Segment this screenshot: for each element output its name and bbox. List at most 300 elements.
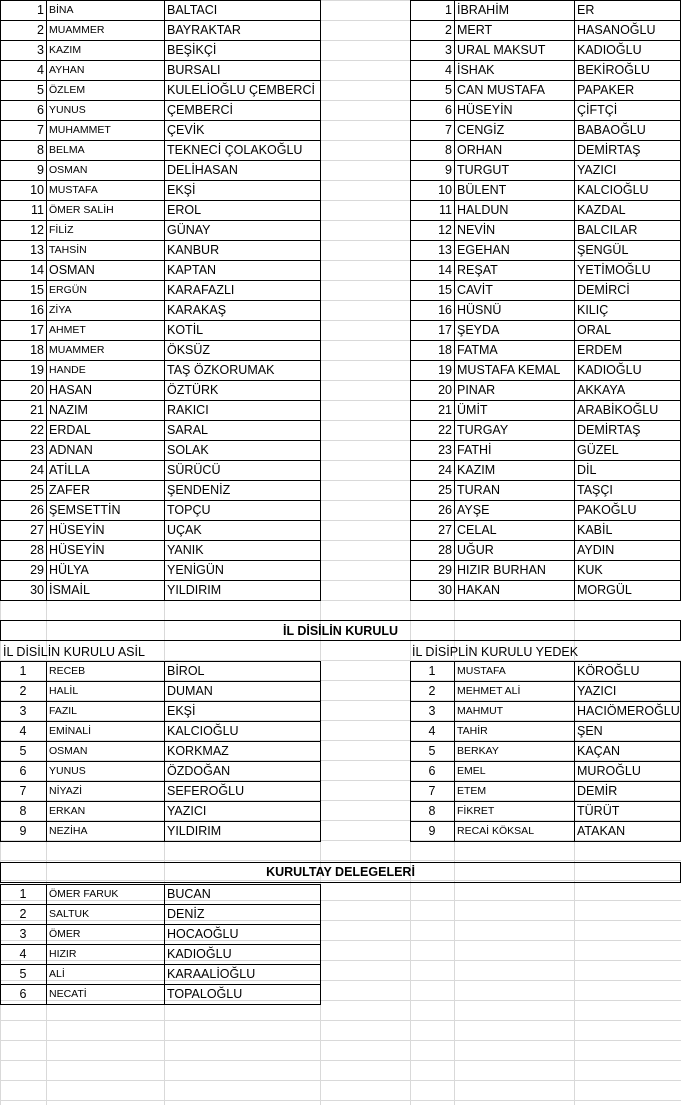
gridline-h [0,1080,681,1081]
last-name: ORAL [577,323,612,337]
first-name: ÖMER FARUK [49,888,119,900]
gridline-h [0,1100,681,1101]
last-name: AYDIN [577,543,615,557]
disiplin-yedek-row [0,801,681,821]
first-name: FAZIL [49,705,78,717]
row-number: 13 [438,243,452,257]
first-name: NEZİHA [49,825,88,837]
first-name: NİYAZİ [49,785,83,797]
kurultay-row [0,964,681,984]
first-name: OSMAN [49,164,88,176]
disiplin-yedek-row [0,821,681,841]
first-name: MUAMMER [49,24,105,36]
last-name: KALCIOĞLU [577,183,649,197]
member-row-right [0,60,681,80]
gridline-h [0,1020,681,1021]
member-row-right [0,80,681,100]
first-name: MUHAMMET [49,124,111,136]
last-name: BEŞİKÇİ [167,43,217,57]
first-name: ÖMER [49,928,81,940]
last-name: TOPÇU [167,503,211,517]
row-number: 8 [428,804,436,818]
last-name: KALCIOĞLU [167,724,239,738]
first-name: OSMAN [49,745,88,757]
disiplin-yedek-row [0,781,681,801]
first-name: HÜSEYİN [49,543,105,557]
last-name: TOPALOĞLU [167,987,243,1001]
row-number: 6 [19,987,27,1001]
last-name: KARAALİOĞLU [167,967,256,981]
last-name: KAZDAL [577,203,626,217]
first-name: ZAFER [49,483,90,497]
first-name: NAZIM [49,403,88,417]
first-name: BİNA [49,4,74,16]
first-name: HÜSEYİN [457,103,513,117]
last-name: KOTİL [167,323,204,337]
row-number: 6 [445,103,452,117]
last-name: ŞEN [577,724,603,738]
member-row-right [0,480,681,500]
first-name: HIZIR BURHAN [457,563,546,577]
row-number: 1 [445,3,452,17]
member-row-right [0,260,681,280]
member-row-right [0,420,681,440]
row-number: 15 [30,283,44,297]
row-number: 2 [19,684,27,698]
row-number: 6 [37,103,44,117]
row-number: 12 [30,223,44,237]
last-name: KADIOĞLU [577,363,642,377]
last-name: KULELİOĞLU ÇEMBERCİ [167,83,315,97]
row-number: 5 [37,83,44,97]
row-number: 1 [19,887,27,901]
member-row-right [0,180,681,200]
last-name: KÖROĞLU [577,664,640,678]
member-row-right [0,400,681,420]
last-name: YENİGÜN [167,563,224,577]
last-name: YAZICI [577,163,617,177]
member-row-right [0,320,681,340]
row-number: 4 [19,724,27,738]
member-row-right [0,380,681,400]
row-number: 17 [438,323,452,337]
first-name: TURAN [457,483,501,497]
last-name: DEMİRTAŞ [577,423,641,437]
member-row-right [0,560,681,580]
first-name: ÖMER SALİH [49,204,114,216]
row-number: 25 [438,483,452,497]
kurultay-row [0,944,681,964]
row-number: 4 [37,63,44,77]
first-name: CAN MUSTAFA [457,83,545,97]
last-name: YAZICI [167,804,207,818]
row-number: 3 [19,927,27,941]
disiplin-yedek-label: İL DİSİPLİN KURULU YEDEK [412,645,579,659]
row-number: 18 [30,343,44,357]
row-number: 7 [19,784,27,798]
row-number: 16 [438,303,452,317]
member-row-right [0,140,681,160]
member-row-right [0,340,681,360]
last-name: PAKOĞLU [577,503,637,517]
row-number: 8 [37,143,44,157]
last-name: YETİMOĞLU [577,263,651,277]
last-name: TÜRÜT [577,804,620,818]
border-h [410,600,681,601]
last-name: PAPAKER [577,83,635,97]
row-number: 6 [19,764,27,778]
row-number: 3 [19,704,27,718]
first-name: ZİYA [49,304,72,316]
first-name: TAHİR [457,725,488,737]
last-name: ÇEVİK [167,123,205,137]
row-number: 4 [19,947,27,961]
first-name: ERDAL [49,423,91,437]
row-number: 2 [428,684,436,698]
gridline-h [0,1060,681,1061]
first-name: ORHAN [457,143,503,157]
row-number: 13 [30,243,44,257]
first-name: HALDUN [457,203,509,217]
first-name: MUSTAFA [457,665,506,677]
row-number: 5 [428,744,436,758]
border-h [410,841,681,842]
last-name: BİROL [167,664,205,678]
first-name: HÜLYA [49,563,89,577]
row-number: 11 [439,203,452,217]
row-number: 9 [19,824,27,838]
first-name: OSMAN [49,263,95,277]
last-name: MUROĞLU [577,764,641,778]
last-name: BUCAN [167,887,211,901]
member-row-right [0,300,681,320]
row-number: 23 [30,443,44,457]
first-name: ÖZLEM [49,84,86,96]
first-name: MAHMUT [457,705,504,717]
last-name: SARAL [167,423,208,437]
last-name: YILDIRIM [167,583,222,597]
row-number: 8 [19,804,27,818]
member-row-right [0,460,681,480]
first-name: İSHAK [457,63,495,77]
member-row-right [0,500,681,520]
first-name: MUSTAFA KEMAL [457,363,561,377]
last-name: KARAKAŞ [167,303,227,317]
row-number: 14 [30,263,44,277]
first-name: NEVİN [457,223,496,237]
first-name: ETEM [457,785,487,797]
first-name: ALİ [49,968,65,980]
first-name: CENGİZ [457,123,505,137]
row-number: 21 [30,403,44,417]
member-row-right [0,0,681,20]
row-number: 25 [30,483,44,497]
row-number: 4 [445,63,452,77]
row-number: 12 [438,223,452,237]
last-name: ŞENDENİZ [167,483,231,497]
member-row-right [0,240,681,260]
last-name: DEMİR [577,784,618,798]
last-name: EROL [167,203,202,217]
member-row-right [0,160,681,180]
border-h [0,1004,321,1005]
first-name: ADNAN [49,443,93,457]
row-number: 1 [19,664,27,678]
first-name: BERKAY [457,745,499,757]
row-number: 2 [37,23,44,37]
last-name: SEFEROĞLU [167,784,245,798]
first-name: AYŞE [457,503,490,517]
row-number: 21 [438,403,452,417]
last-name: ATAKAN [577,824,626,838]
border-h [0,841,321,842]
first-name: YUNUS [49,104,86,116]
first-name: HANDE [49,364,86,376]
kurultay-row [0,904,681,924]
row-number: 8 [445,143,452,157]
border-h [0,882,681,883]
first-name: İSMAİL [49,583,90,597]
member-row-right [0,360,681,380]
last-name: YILDIRIM [167,824,222,838]
first-name: EMEL [457,765,486,777]
row-number: 18 [438,343,452,357]
row-number: 1 [37,3,44,17]
last-name: ER [577,3,595,17]
member-row-right [0,540,681,560]
row-number: 27 [30,523,44,537]
last-name: TAŞÇI [577,483,613,497]
row-number: 2 [445,23,452,37]
last-name: DUMAN [167,684,213,698]
first-name: FİKRET [457,805,495,817]
disiplin-yedek-row [0,681,681,701]
first-name: AYHAN [49,64,85,76]
first-name: HAKAN [457,583,501,597]
row-number: 11 [31,203,44,217]
first-name: HÜSNÜ [457,303,502,317]
member-row-right [0,20,681,40]
first-name: FATHİ [457,443,492,457]
row-number: 16 [30,303,44,317]
last-name: KADIOĞLU [577,43,642,57]
last-name: BABAOĞLU [577,123,646,137]
first-name: MUAMMER [49,344,105,356]
row-number: 5 [19,967,27,981]
first-name: SALTUK [49,908,90,920]
last-name: KADIOĞLU [167,947,232,961]
row-number: 1 [428,664,436,678]
first-name: PINAR [457,383,496,397]
first-name: KAZIM [49,44,82,56]
first-name: AHMET [49,324,86,336]
row-number: 3 [445,43,452,57]
last-name: MORGÜL [577,583,632,597]
row-number: 22 [438,423,452,437]
last-name: YANIK [167,543,204,557]
first-name: CELAL [457,523,497,537]
last-name: SÜRÜCÜ [167,463,221,477]
row-number: 20 [30,383,44,397]
last-name: KARAFAZLI [167,283,235,297]
first-name: BELMA [49,144,85,156]
first-name: ÜMİT [457,403,488,417]
last-name: BALCILAR [577,223,638,237]
first-name: FİLİZ [49,224,74,236]
row-number: 5 [19,744,27,758]
last-name: EKŞİ [167,704,196,718]
last-name: ÖZTÜRK [167,383,219,397]
first-name: UĞUR [457,543,494,557]
disiplin-asil-label: İL DİSİLİN KURULU ASİL [3,645,145,659]
row-number: 29 [30,563,44,577]
first-name: EMİNALİ [49,725,92,737]
row-number: 30 [30,583,44,597]
last-name: KABİL [577,523,613,537]
last-name: KAÇAN [577,744,621,758]
last-name: ARABİKOĞLU [577,403,659,417]
last-name: GÜNAY [167,223,211,237]
kurultay-title: KURULTAY DELEGELERİ [266,865,415,879]
first-name: HÜSEYİN [49,523,105,537]
row-number: 22 [30,423,44,437]
row-number: 9 [428,824,436,838]
member-row-right [0,220,681,240]
first-name: RECEB [49,665,86,677]
last-name: DENİZ [167,907,205,921]
first-name: KAZIM [457,463,496,477]
row-number: 17 [30,323,44,337]
first-name: İBRAHİM [457,3,510,17]
last-name: KUK [577,563,603,577]
row-number: 29 [438,563,452,577]
row-number: 9 [37,163,44,177]
row-number: 3 [37,43,44,57]
row-number: 14 [438,263,452,277]
row-number: 5 [445,83,452,97]
member-row-right [0,120,681,140]
first-name: TURGUT [457,163,510,177]
disiplin-title: İL DİSİLİN KURULU [282,624,399,638]
row-number: 30 [438,583,452,597]
row-number: 2 [19,907,27,921]
last-name: AKKAYA [577,383,626,397]
last-name: BALTACI [167,3,218,17]
last-name: ŞENGÜL [577,243,629,257]
first-name: TURGAY [457,423,509,437]
first-name: EGEHAN [457,243,510,257]
first-name: ŞEYDA [457,323,500,337]
row-number: 6 [428,764,436,778]
first-name: ŞEMSETTİN [49,503,121,517]
member-row-right [0,40,681,60]
row-number: 20 [438,383,452,397]
last-name: ÖZDOĞAN [167,764,231,778]
first-name: HALİL [49,685,79,697]
last-name: BEKİROĞLU [577,63,650,77]
last-name: BAYRAKTAR [167,23,241,37]
member-row-right [0,520,681,540]
last-name: KAPTAN [167,263,217,277]
row-number: 4 [428,724,436,738]
row-number: 24 [438,463,452,477]
last-name: HOCAOĞLU [167,927,239,941]
row-number: 3 [428,704,436,718]
first-name: CAVİT [457,283,493,297]
row-number: 19 [438,363,452,377]
last-name: SOLAK [167,443,209,457]
last-name: ÇİFTÇİ [577,103,618,117]
row-number: 7 [445,123,452,137]
last-name: RAKICI [167,403,209,417]
kurultay-row [0,924,681,944]
last-name: UÇAK [167,523,202,537]
last-name: ÇEMBERCİ [167,103,233,117]
first-name: MUSTAFA [49,184,98,196]
first-name: FATMA [457,343,498,357]
first-name: HIZIR [49,948,77,960]
row-number: 10 [438,183,452,197]
disiplin-yedek-row [0,721,681,741]
last-name: DELİHASAN [167,163,238,177]
row-number: 24 [30,463,44,477]
first-name: REŞAT [457,263,498,277]
last-name: HASANOĞLU [577,23,656,37]
last-name: DEMİRTAŞ [577,143,641,157]
last-name: ÖKSÜZ [167,343,211,357]
row-number: 23 [438,443,452,457]
last-name: HACIÖMEROĞLU [577,704,680,718]
row-number: 15 [438,283,452,297]
first-name: MEHMET ALİ [457,685,521,697]
row-number: 26 [30,503,44,517]
border-h [0,600,321,601]
member-row-right [0,100,681,120]
last-name: KILIÇ [577,303,609,317]
first-name: HASAN [49,383,93,397]
last-name: GÜZEL [577,443,619,457]
first-name: RECAİ KÖKSAL [457,825,535,837]
last-name: KANBUR [167,243,220,257]
last-name: KORKMAZ [167,744,229,758]
member-row-right [0,280,681,300]
first-name: ERGÜN [49,284,87,296]
kurultay-row [0,984,681,1004]
disiplin-yedek-row [0,761,681,781]
kurultay-row [0,884,681,904]
row-number: 28 [438,543,452,557]
first-name: NECATİ [49,988,87,1000]
last-name: DEMİRCİ [577,283,630,297]
first-name: YUNUS [49,765,86,777]
first-name: BÜLENT [457,183,507,197]
last-name: TAŞ ÖZKORUMAK [167,363,275,377]
first-name: TAHSİN [49,244,87,256]
last-name: EKŞİ [167,183,196,197]
last-name: TEKNECİ ÇOLAKOĞLU [167,143,303,157]
gridline-h [0,860,681,861]
row-number: 9 [445,163,452,177]
row-number: 10 [30,183,44,197]
gridline-h [0,1040,681,1041]
disiplin-yedek-row [0,661,681,681]
first-name: URAL MAKSUT [457,43,546,57]
row-number: 26 [438,503,452,517]
first-name: ERKAN [49,805,86,817]
row-number: 28 [30,543,44,557]
row-number: 27 [438,523,452,537]
row-number: 19 [30,363,44,377]
